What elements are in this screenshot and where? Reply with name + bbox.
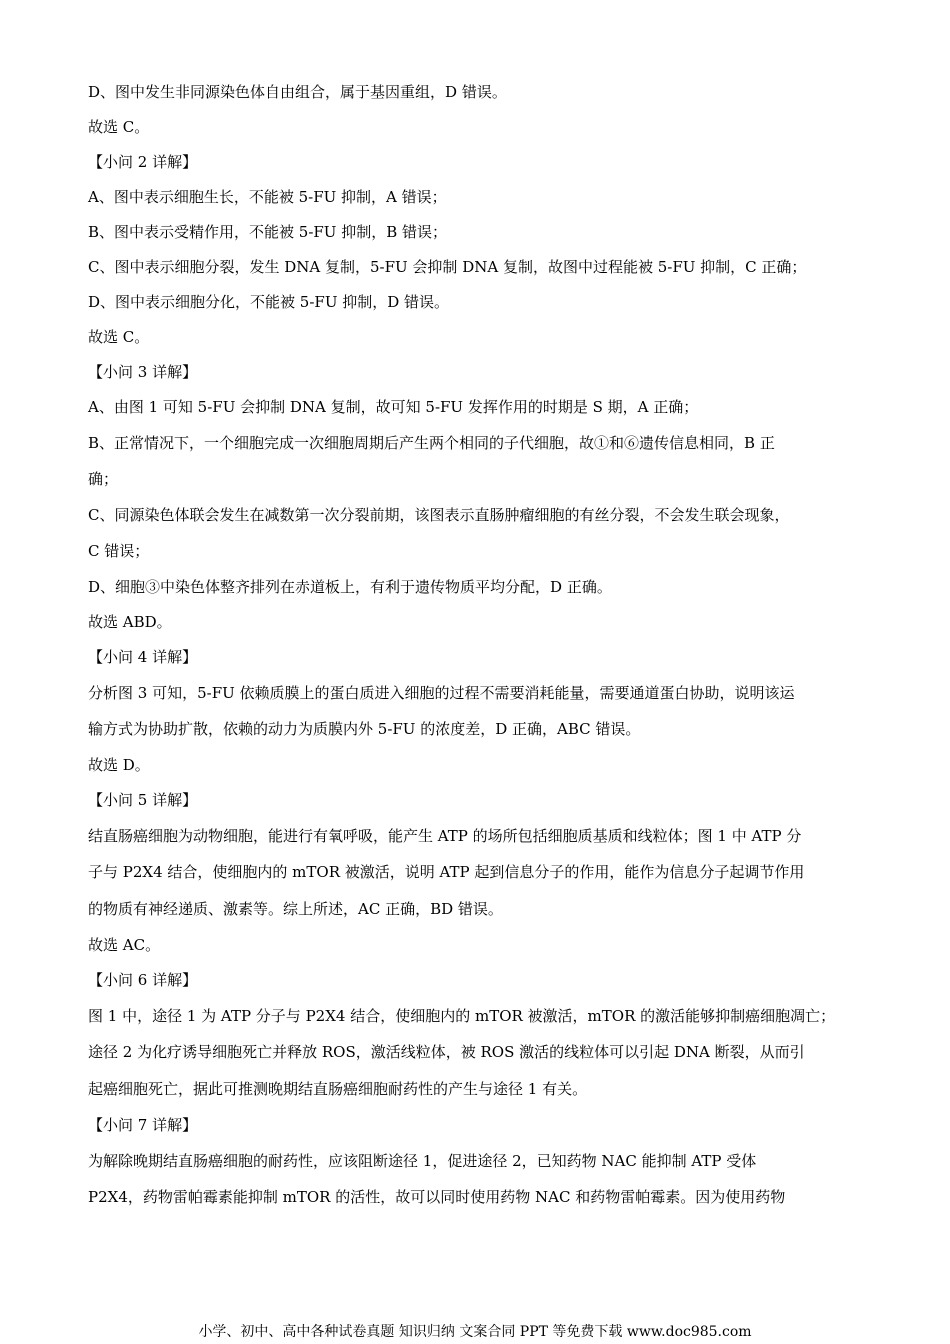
text-line: B、图中表示受精作用，不能被 5-FU 抑制，B 错误； [88, 223, 448, 241]
text-line: 故选 AC。 [88, 936, 161, 954]
text-line: B、正常情况下，一个细胞完成一次细胞周期后产生两个相同的子代细胞，故①和⑥遗传信息相同，B 正 [88, 434, 775, 452]
text-line: A、图中表示细胞生长，不能被 5-FU 抑制，A 错误； [88, 188, 447, 206]
text-line: 途径 2 为化疗诱导细胞死亡并释放 ROS，激活线粒体，被 ROS 激活的线粒体可以引起 DNA 断裂，从而引 [88, 1043, 805, 1061]
text-line: 结直肠癌细胞为动物细胞，能进行有氧呼吸，能产生 ATP 的场所包括细胞质基质和线粒体；图 1 中 ATP 分 [88, 827, 802, 845]
text-line: 故选 C。 [88, 118, 150, 136]
text-line: C、同源染色体联会发生在减数第一次分裂前期，该图表示直肠肿瘤细胞的有丝分裂，不会发生联会现象， [88, 506, 790, 524]
section-heading: 【小问 2 详解】 [88, 153, 198, 171]
text-line: D、图中表示细胞分化，不能被 5-FU 抑制，D 错误。 [88, 293, 450, 311]
text-line: D、图中发生非同源染色体自由组合，属于基因重组，D 错误。 [88, 83, 507, 101]
section-heading: 【小问 5 详解】 [88, 791, 198, 809]
section-heading: 【小问 7 详解】 [88, 1116, 198, 1134]
text-line: 子与 P2X4 结合，使细胞内的 mTOR 被激活，说明 ATP 起到信息分子的作用，能作为信息分子起调节作用 [88, 863, 805, 881]
section-heading: 【小问 4 详解】 [88, 648, 198, 666]
page-footer: 小学、初中、高中各种试卷真题 知识归纳 文案合同 PPT 等免费下载 www.doc985.com [198, 1324, 752, 1340]
text-line: D、细胞③中染色体整齐排列在赤道板上，有利于遗传物质平均分配，D 正确。 [88, 578, 612, 596]
section-heading: 【小问 6 详解】 [88, 971, 198, 989]
text-line: 图 1 中，途径 1 为 ATP 分子与 P2X4 结合，使细胞内的 mTOR 被激活，mTOR 的激活能够抑制癌细胞凋亡； [88, 1007, 836, 1025]
text-line: 确； [88, 470, 119, 488]
section-heading: 【小问 3 详解】 [88, 363, 198, 381]
text-line: 的物质有神经递质、激素等。综上所述，AC 正确，BD 错误。 [88, 900, 503, 918]
text-line: 分析图 3 可知，5-FU 依赖质膜上的蛋白质进入细胞的过程不需要消耗能量，需要通道蛋白协助，说明该运 [88, 684, 795, 702]
text-line: 故选 ABD。 [88, 613, 172, 631]
text-line: 为解除晚期结直肠癌细胞的耐药性，应该阻断途径 1，促进途径 2，已知药物 NAC 能抑制 ATP 受体 [88, 1152, 757, 1170]
text-line: P2X4，药物雷帕霉素能抑制 mTOR 的活性，故可以同时使用药物 NAC 和药物雷帕霉素。因为使用药物 [88, 1188, 786, 1206]
text-line: C、图中表示细胞分裂，发生 DNA 复制，5-FU 会抑制 DNA 复制，故图中过程能被 5-FU 抑制，C 正确； [88, 258, 807, 276]
text-line: C 错误； [88, 542, 150, 560]
text-line: 故选 D。 [88, 756, 150, 774]
text-line: 起癌细胞死亡，据此可推测晚期结直肠癌细胞耐药性的产生与途径 1 有关。 [88, 1080, 588, 1098]
text-line: 输方式为协助扩散，依赖的动力为质膜内外 5-FU 的浓度差，D 正确，ABC 错误。 [88, 720, 641, 738]
text-line: A、由图 1 可知 5-FU 会抑制 DNA 复制，故可知 5-FU 发挥作用的时期是 S 期，A 正确； [88, 398, 699, 416]
text-line: 故选 C。 [88, 328, 150, 346]
